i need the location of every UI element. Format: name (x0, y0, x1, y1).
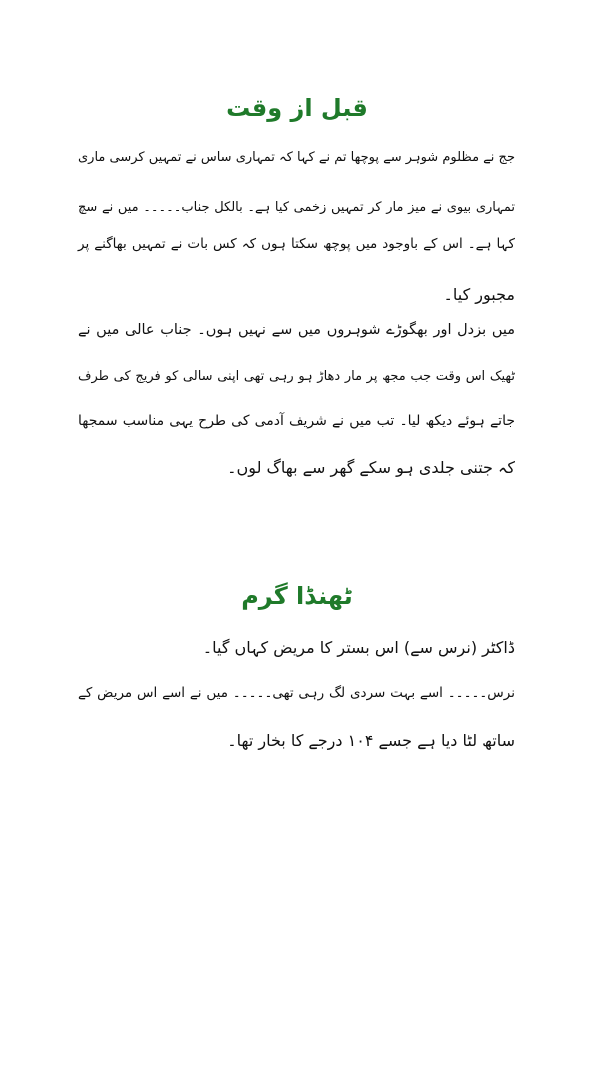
paragraph-line: ڈاکٹر (نرس سے) اس بستر کا مریض کہاں گیا۔ (202, 638, 515, 657)
paragraph-line: کہا ہے۔ اس کے باوجود میں پوچھ سکتا ہوں کہ کس بات نے تمہیں بھاگنے پر (78, 236, 515, 252)
paragraph-line: جاتے ہوئے دیکھ لیا۔ تب میں نے شریف آدمی کی طرح یہی مناسب سمجھا (78, 413, 515, 429)
paragraph-line: میں بزدل اور بھگوڑے شوہروں میں سے نہیں ہوں۔ جناب عالی میں نے (78, 322, 515, 338)
section-title-qabl-az-waqt: قبل از وقت (226, 94, 368, 122)
section-title-thanda-garam: ٹھنڈا گرم (241, 582, 353, 610)
paragraph-line: نرس۔۔۔۔۔ اسے بہت سردی لگ رہی تھی۔۔۔۔۔ میں نے اسے اس مریض کے (78, 685, 515, 701)
paragraph-line: جج نے مظلوم شوہر سے پوچھا تم نے کہا کہ تمہاری ساس نے تمہیں کرسی ماری (78, 150, 515, 165)
paragraph-line: ٹھیک اس وقت جب مجھ پر مار دھاڑ ہو رہی تھی اپنی سالی کو فریج کی طرف (78, 369, 515, 384)
paragraph-line: تمہاری بیوی نے میز مار کر تمہیں زخمی کیا ہے۔ بالکل جناب۔۔۔۔۔ میں نے سچ (78, 200, 515, 215)
paragraph-line: ساتھ لٹا دیا ہے جسے ۱۰۴ درجے کا بخار تھا۔ (227, 731, 515, 750)
paragraph-line: مجبور کیا۔ (443, 285, 515, 304)
paragraph-line: کہ جتنی جلدی ہو سکے گھر سے بھاگ لوں۔ (227, 458, 515, 477)
